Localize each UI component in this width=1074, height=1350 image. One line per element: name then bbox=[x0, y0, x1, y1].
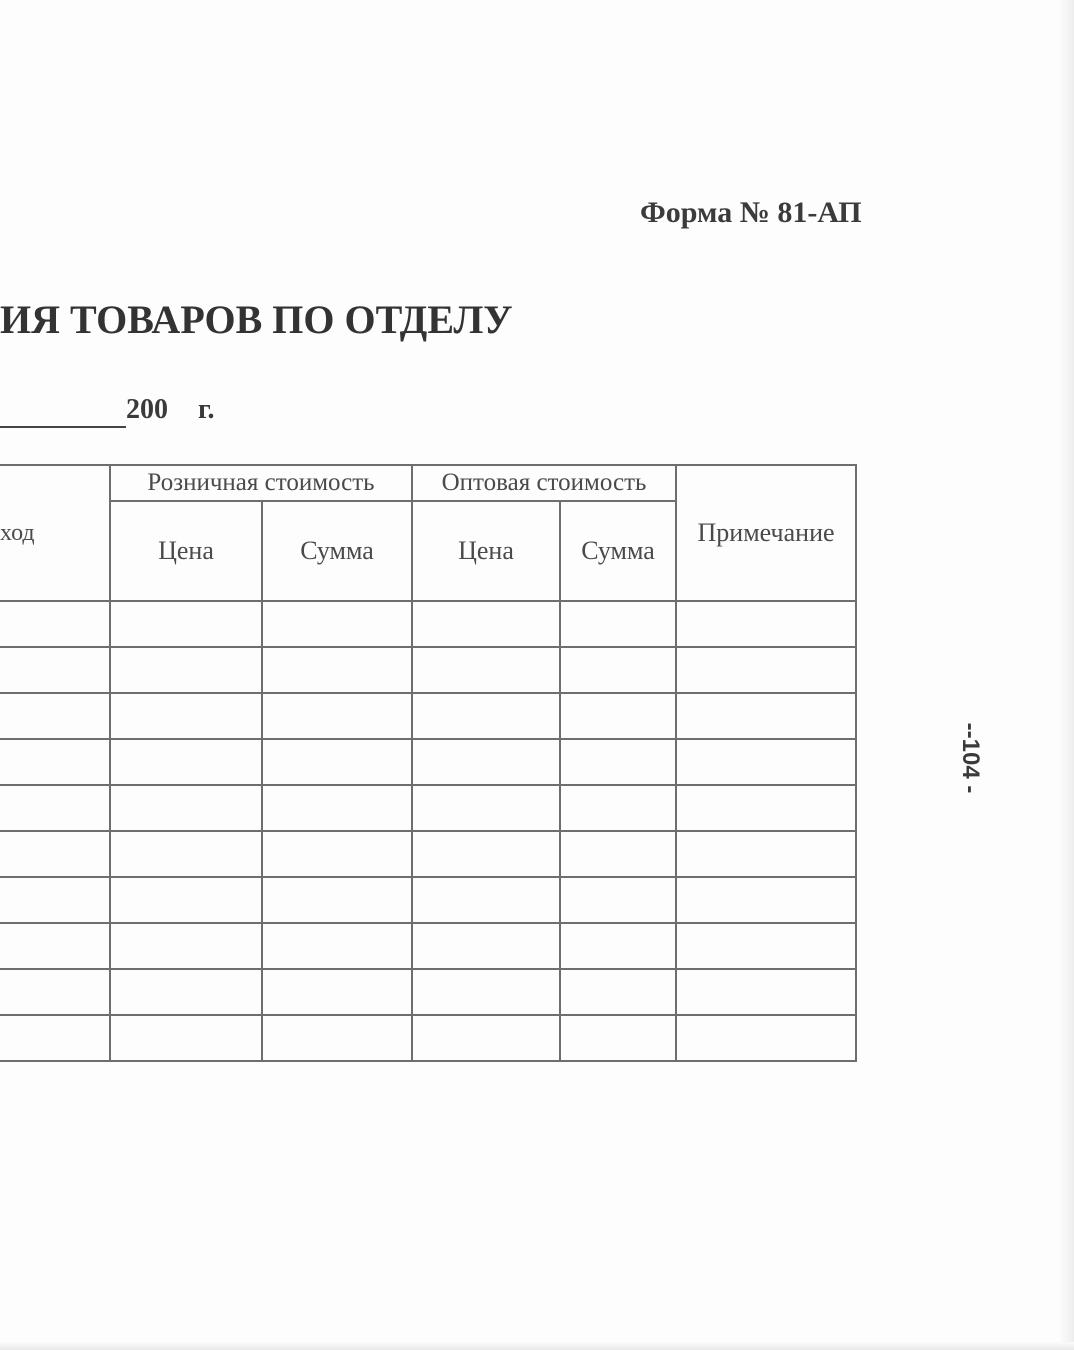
table-cell[interactable] bbox=[110, 969, 262, 1015]
table-cell[interactable] bbox=[412, 1015, 560, 1061]
table-cell[interactable] bbox=[262, 647, 412, 693]
table-row bbox=[0, 785, 856, 831]
table-cell[interactable] bbox=[560, 1015, 676, 1061]
table-header-row-groups bbox=[0, 465, 856, 501]
table-cell[interactable] bbox=[0, 693, 110, 739]
table-cell[interactable] bbox=[0, 739, 110, 785]
table-cell[interactable] bbox=[262, 1015, 412, 1061]
table-cell[interactable] bbox=[676, 923, 856, 969]
table-row bbox=[0, 647, 856, 693]
table-cell[interactable] bbox=[560, 647, 676, 693]
table-cell[interactable] bbox=[560, 739, 676, 785]
table-cell[interactable] bbox=[560, 877, 676, 923]
table-cell[interactable] bbox=[262, 739, 412, 785]
table-cell[interactable] bbox=[110, 785, 262, 831]
table-cell[interactable] bbox=[412, 877, 560, 923]
scan-edge-right bbox=[1060, 0, 1074, 1350]
table-row bbox=[0, 831, 856, 877]
table-cell[interactable] bbox=[110, 877, 262, 923]
table-cell[interactable] bbox=[262, 693, 412, 739]
table-cell[interactable] bbox=[0, 877, 110, 923]
table-cell[interactable] bbox=[110, 647, 262, 693]
header-left-column: ход bbox=[0, 465, 110, 601]
page-number bbox=[950, 718, 990, 798]
table-cell[interactable] bbox=[110, 739, 262, 785]
table-cell[interactable] bbox=[262, 877, 412, 923]
table-row bbox=[0, 693, 856, 739]
table-row bbox=[0, 601, 856, 647]
table-cell[interactable] bbox=[412, 923, 560, 969]
table-row bbox=[0, 1015, 856, 1061]
table-row bbox=[0, 739, 856, 785]
table-cell[interactable] bbox=[262, 831, 412, 877]
table-cell[interactable] bbox=[676, 877, 856, 923]
table-cell[interactable] bbox=[676, 601, 856, 647]
table-cell[interactable] bbox=[262, 601, 412, 647]
table-cell[interactable] bbox=[412, 831, 560, 877]
table-cell[interactable] bbox=[0, 969, 110, 1015]
header-note: Примечание bbox=[676, 465, 856, 601]
document-title: ИЯ ТОВАРОВ ПО ОТДЕЛУ bbox=[0, 297, 513, 342]
table-row bbox=[0, 969, 856, 1015]
table-row bbox=[0, 923, 856, 969]
table-cell[interactable] bbox=[0, 831, 110, 877]
table-cell[interactable] bbox=[560, 693, 676, 739]
table-cell[interactable] bbox=[110, 923, 262, 969]
header-retail-value: Розничная стоимость bbox=[110, 465, 412, 501]
form-number: Форма № 81-АП bbox=[640, 196, 862, 229]
table-cell[interactable] bbox=[0, 647, 110, 693]
table-cell[interactable] bbox=[412, 785, 560, 831]
table-cell[interactable] bbox=[560, 785, 676, 831]
table-cell[interactable] bbox=[560, 831, 676, 877]
date-year: 200 bbox=[126, 394, 168, 425]
table-cell[interactable] bbox=[676, 739, 856, 785]
table-cell[interactable] bbox=[412, 647, 560, 693]
header-wholesale-price: Цена bbox=[412, 501, 560, 601]
page-number-text: --104 - bbox=[957, 722, 984, 794]
header-wholesale-value: Оптовая стоимость bbox=[412, 465, 676, 501]
table-cell[interactable] bbox=[676, 831, 856, 877]
table-cell[interactable] bbox=[676, 647, 856, 693]
table-cell[interactable] bbox=[110, 831, 262, 877]
table-cell[interactable] bbox=[560, 601, 676, 647]
table-cell[interactable] bbox=[110, 1015, 262, 1061]
table-cell[interactable] bbox=[560, 969, 676, 1015]
header-wholesale-sum: Сумма bbox=[560, 501, 676, 601]
table-cell[interactable] bbox=[262, 785, 412, 831]
table-cell[interactable] bbox=[0, 1015, 110, 1061]
header-retail-sum: Сумма bbox=[262, 501, 412, 601]
header-retail-price: Цена bbox=[110, 501, 262, 601]
date-blank-field[interactable] bbox=[0, 426, 126, 428]
table-cell[interactable] bbox=[262, 923, 412, 969]
table-cell[interactable] bbox=[412, 693, 560, 739]
table-cell[interactable] bbox=[560, 923, 676, 969]
table-body bbox=[0, 601, 856, 1061]
scan-edge-bottom bbox=[0, 1342, 1074, 1350]
table-cell[interactable] bbox=[412, 601, 560, 647]
table-cell[interactable] bbox=[262, 969, 412, 1015]
table-cell[interactable] bbox=[676, 785, 856, 831]
table-cell[interactable] bbox=[110, 693, 262, 739]
goods-table bbox=[0, 464, 857, 1062]
table-cell[interactable] bbox=[676, 1015, 856, 1061]
date-suffix: г. bbox=[198, 394, 215, 425]
table-cell[interactable] bbox=[0, 785, 110, 831]
table-cell[interactable] bbox=[676, 969, 856, 1015]
table-cell[interactable] bbox=[412, 739, 560, 785]
table-cell[interactable] bbox=[412, 969, 560, 1015]
table-cell[interactable] bbox=[0, 923, 110, 969]
date-line bbox=[0, 390, 240, 430]
table-cell[interactable] bbox=[676, 693, 856, 739]
table-cell[interactable] bbox=[110, 601, 262, 647]
table-row bbox=[0, 877, 856, 923]
table-cell[interactable] bbox=[0, 601, 110, 647]
